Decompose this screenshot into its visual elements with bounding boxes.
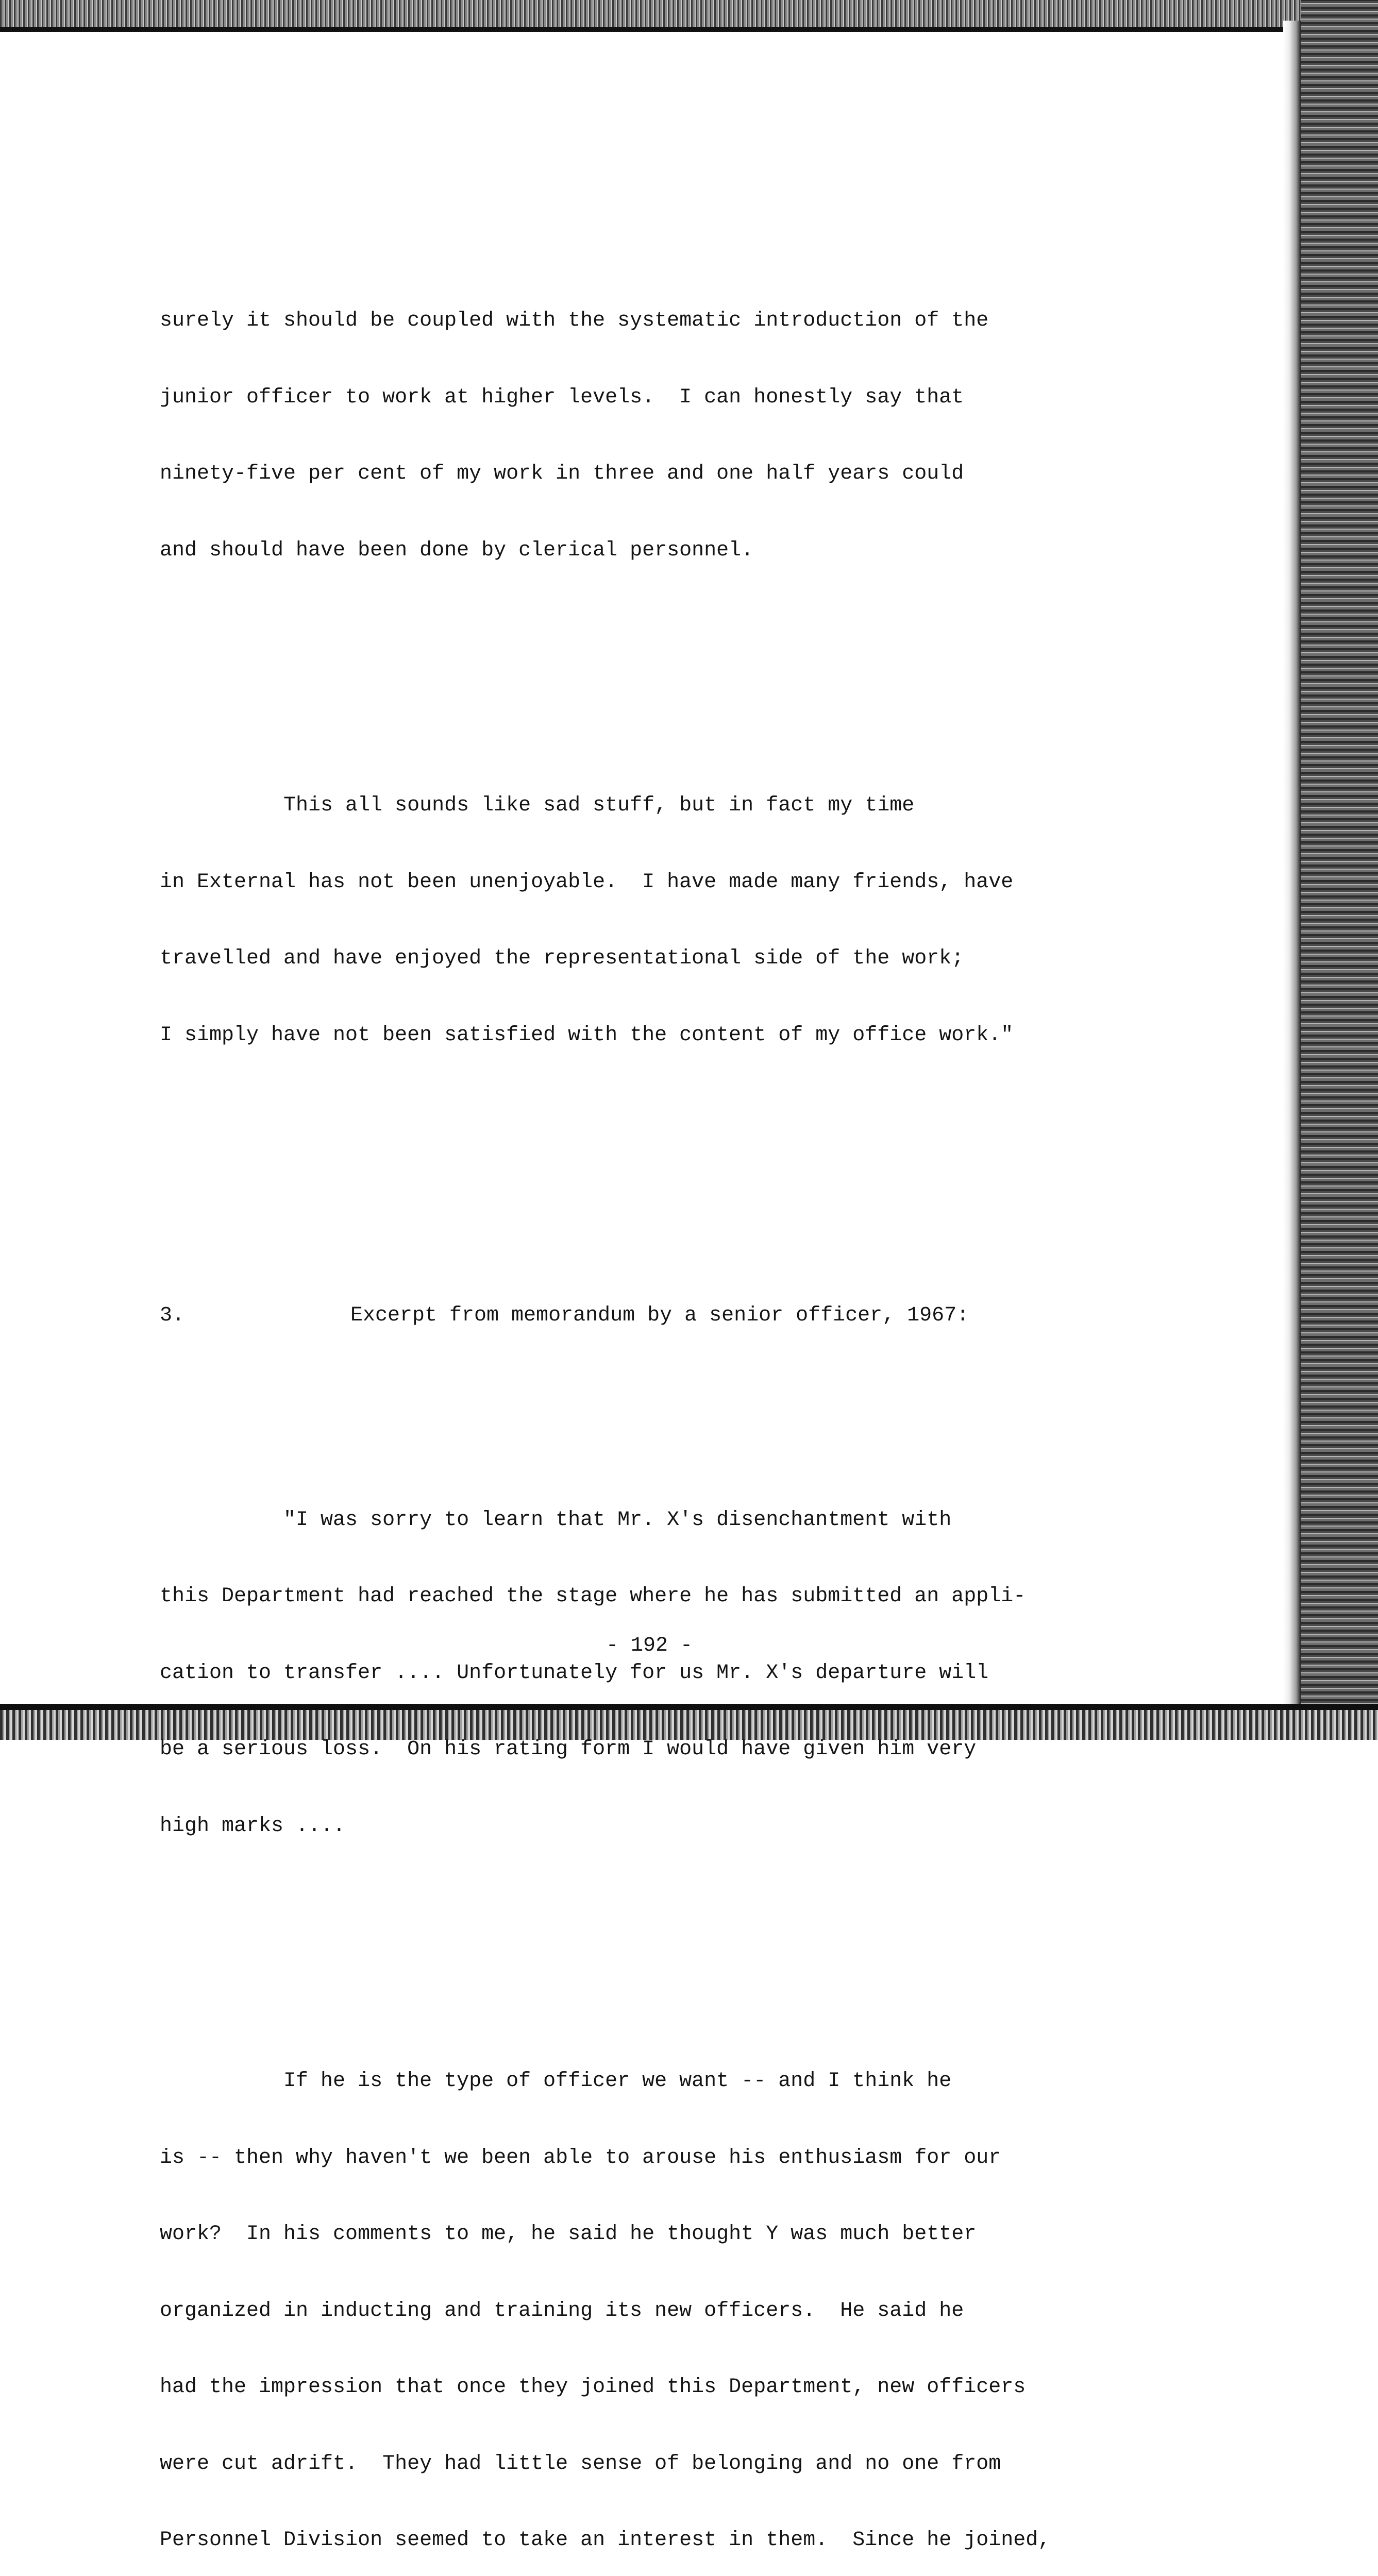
- text-line: work? In his comments to me, he said he thought Y was much better: [160, 2223, 977, 2246]
- text-line: were cut adrift. They had little sense of belonging and no one from: [160, 2452, 1001, 2476]
- text-line: I simply have not been satisfied with the content of my office work.": [160, 1023, 1014, 1047]
- text-line: This all sounds like sad stuff, but in fact my time: [160, 794, 915, 817]
- paragraph-continued: [160, 257, 1108, 614]
- document-page: [160, 206, 1108, 2576]
- scan-border-top: [0, 0, 1378, 32]
- text-line: in External has not been unenjoyable. I have made many friends, have: [160, 870, 1014, 894]
- text-line: is -- then why haven't we been able to arouse his enthusiasm for our: [160, 2146, 1001, 2170]
- text-line: "I was sorry to learn that Mr. X's disenchantment with: [160, 1508, 952, 1532]
- section-number: 3.: [160, 1304, 185, 1327]
- text-line: travelled and have enjoyed the representational side of the work;: [160, 947, 964, 970]
- text-line: cation to transfer .... Unfortunately for us Mr. X's departure will: [160, 1661, 989, 1685]
- scan-border-right: [1301, 0, 1378, 1740]
- text-line: junior officer to work at higher levels. I can honestly say that: [160, 385, 964, 409]
- text-line: had the impression that once they joined this Department, new officers: [160, 2376, 1026, 2399]
- text-line: surely it should be coupled with the systematic introduction of the: [160, 309, 989, 332]
- text-line: organized in inducting and training its new officers. He said he: [160, 2299, 964, 2323]
- memo-paragraph-1: [160, 1456, 1108, 1890]
- memo-paragraph-2: [160, 2018, 1108, 2576]
- page-number: - 192 -: [606, 1634, 693, 1657]
- text-line: and should have been done by clerical personnel.: [160, 538, 754, 562]
- text-line: high marks ....: [160, 1814, 346, 1838]
- text-line: ninety-five per cent of my work in three and one half years could: [160, 462, 964, 485]
- paragraph-closing-quote: [160, 742, 1108, 1099]
- section-heading: [160, 1303, 1108, 1329]
- section-title: Excerpt from memorandum by a senior officer, 1967:: [350, 1304, 969, 1327]
- text-line: this Department had reached the stage where he has submitted an appli-: [160, 1585, 1026, 1608]
- text-line: Personnel Division seemed to take an interest in them. Since he joined,: [160, 2529, 1051, 2552]
- text-line: If he is the type of officer we want -- and I think he: [160, 2070, 952, 2093]
- text-line: be a serious loss. On his rating form I would have given him very: [160, 1738, 977, 1761]
